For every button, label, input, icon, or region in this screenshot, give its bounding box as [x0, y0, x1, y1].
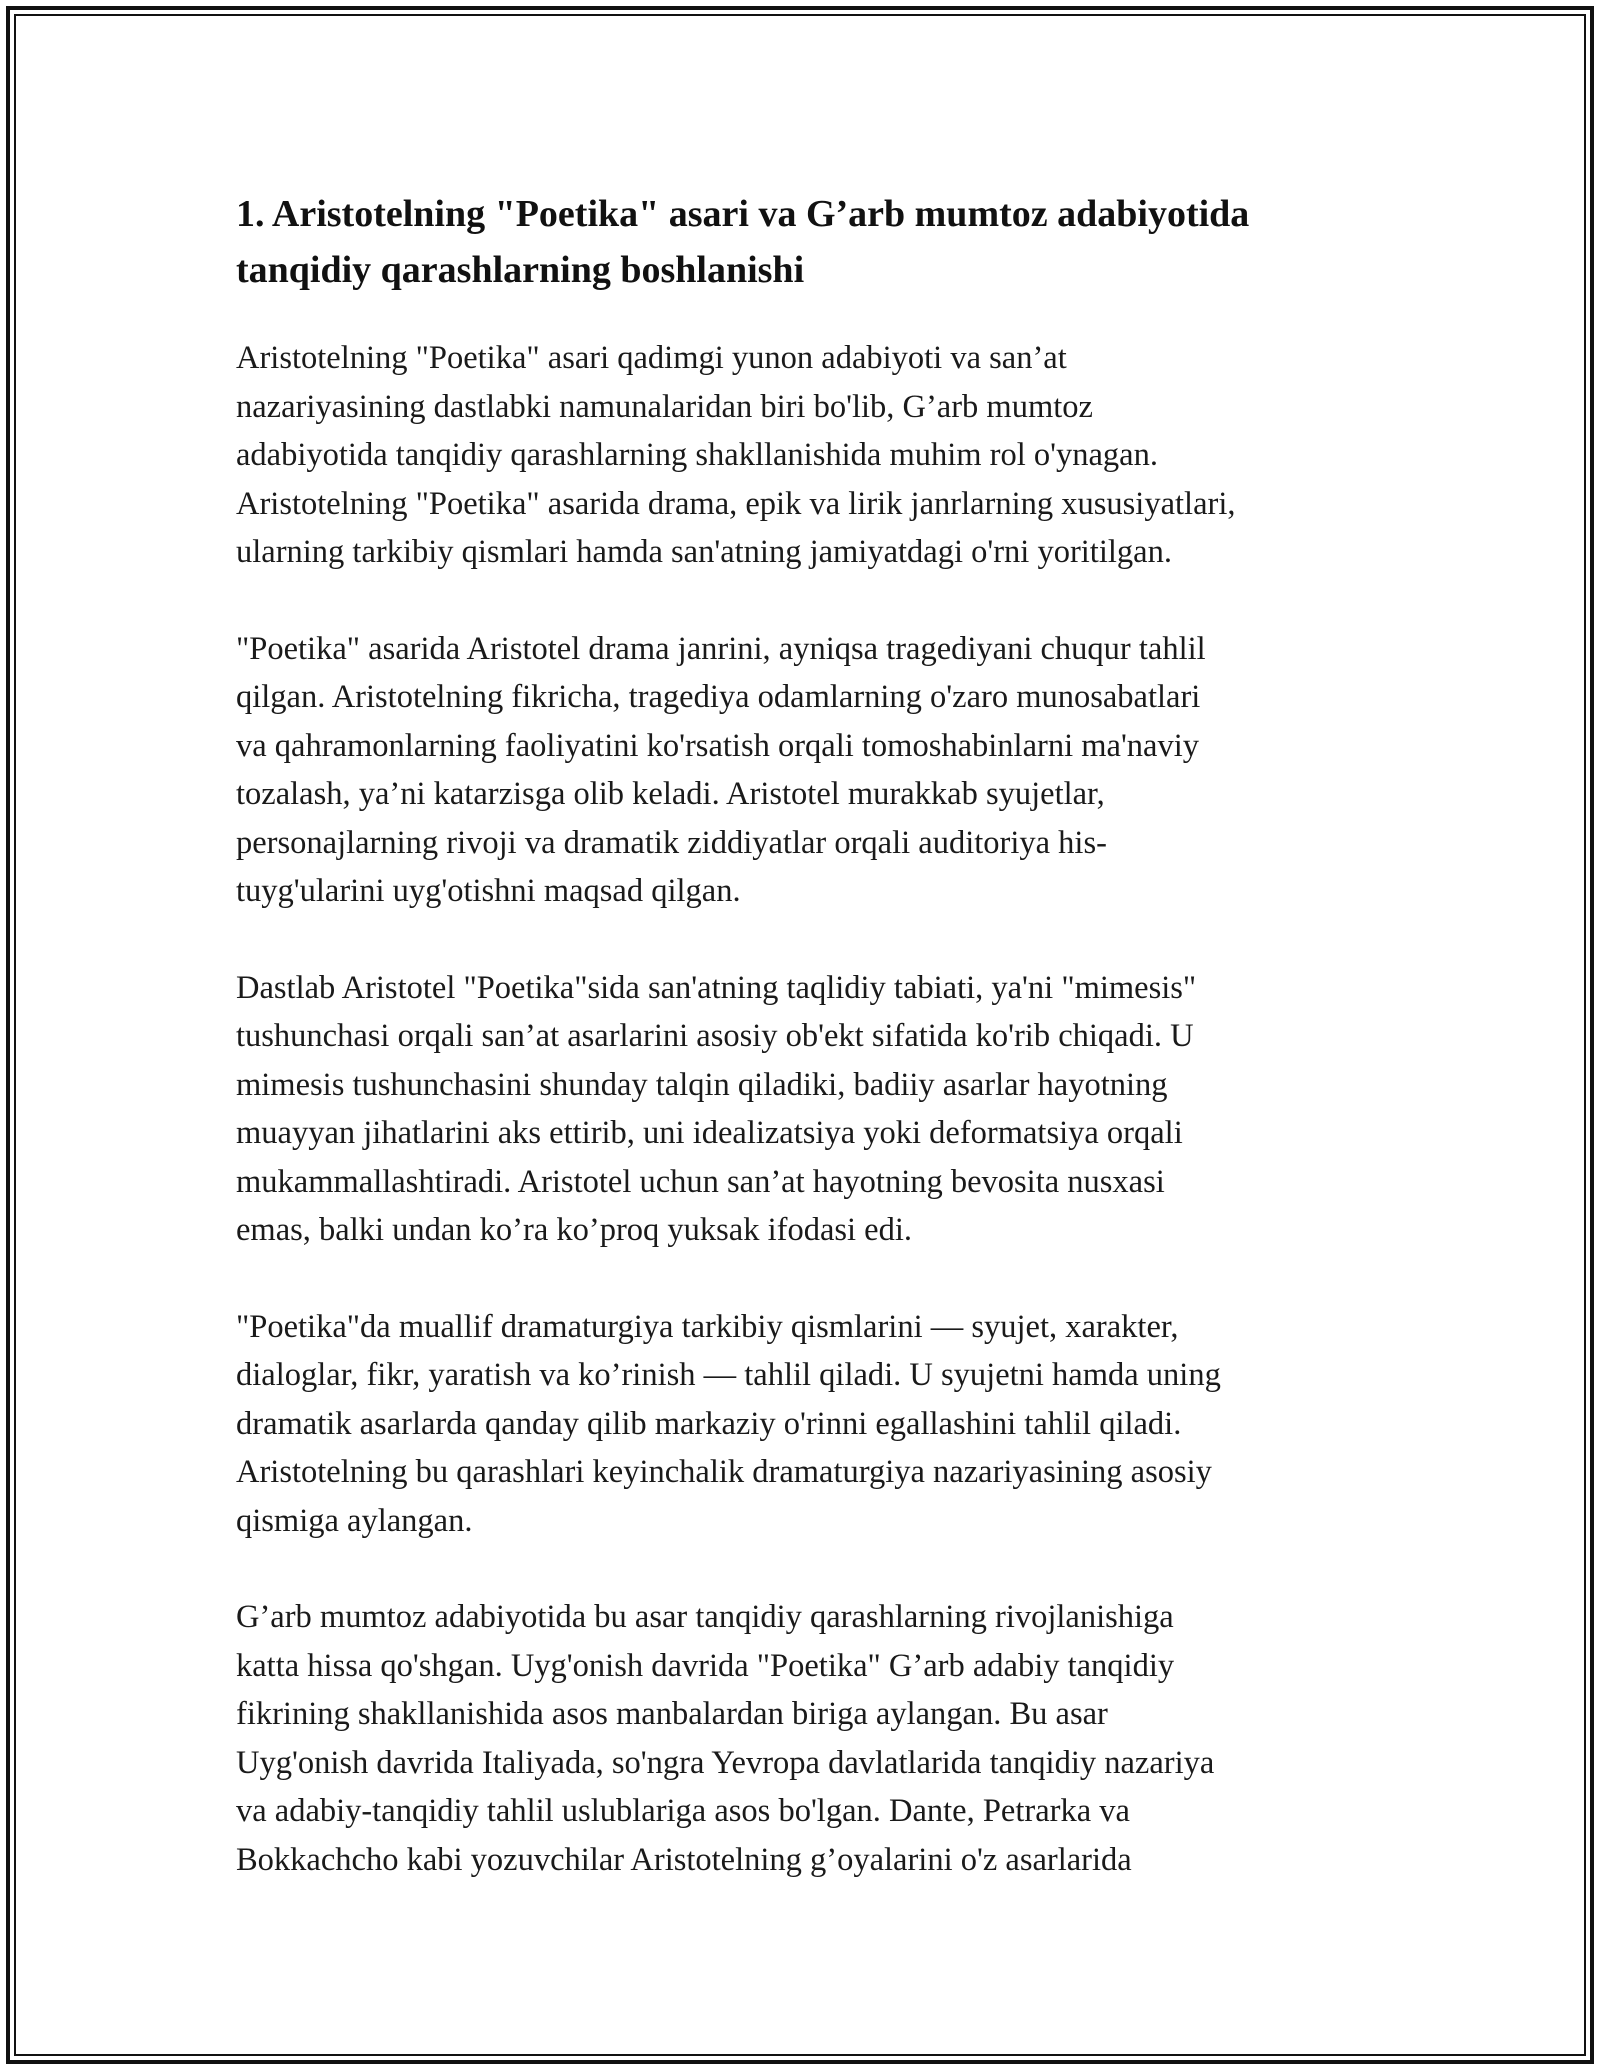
paragraph [236, 964, 1371, 1255]
text-line: katta hissa qo'shgan. Uyg'onish davrida "Poetika" G’arb adabiy tanqidiy [236, 1647, 1175, 1684]
text-line: mimesis tushunchasini shunday talqin qiladiki, badiiy asarlar hayotning [236, 1066, 1168, 1103]
text-line: dramatik asarlarda qanday qilib markaziy o'rinni egallashini tahlil qiladi. [236, 1405, 1182, 1442]
text-line: tuyg'ularini uyg'otishni maqsad qilgan. [236, 873, 741, 909]
text-line: va qahramonlarning faoliyatini ko'rsatish orqali tomoshabinlarni ma'naviy [236, 727, 1200, 764]
text-line: tushunchasi orqali san’at asarlarini asosiy ob'ekt sifatida ko'rib chiqadi. U [236, 1018, 1194, 1054]
text-line: Aristotelning bu qarashlari keyinchalik dramaturgiya nazariyasining asosiy [236, 1454, 1212, 1490]
document-body [236, 186, 1371, 1932]
text-line: G’arb mumtoz adabiyotida bu asar tanqidiy qarashlarning rivojlanishiga [236, 1599, 1174, 1635]
text-line: personajlarning rivoji va dramatik ziddiyatlar orqali auditoriya his- [236, 824, 1107, 861]
text-line: Aristotelning "Poetika" asarida drama, epik va lirik janrlarning xususiyatlari, [236, 485, 1236, 522]
text-line: dialoglar, fikr, yaratish va ko’rinish — tahlil qiladi. U syujetni hamda uning [236, 1357, 1221, 1393]
heading-line: 1. Aristotelning "Poetika" asari va G’arb mumtoz adabiyotida [236, 193, 1250, 235]
text-line: Bokkachcho kabi yozuvchilar Aristotelning g’oyalarini o'z asarlarida [236, 1841, 1132, 1878]
text-line: muayyan jihatlarini aks ettirib, uni idealizatsiya yoki deformatsiya orqali [236, 1115, 1183, 1151]
section-heading [236, 186, 1371, 298]
text-line: Aristotelning "Poetika" asari qadimgi yunon adabiyoti va san’at [236, 340, 1067, 376]
heading-line: tanqidiy qarashlarning boshlanishi [236, 249, 805, 291]
text-line: "Poetika" asarida Aristotel drama janrini, ayniqsa tragediyani chuqur tahlil [236, 630, 1206, 667]
text-line: Uyg'onish davrida Italiyada, so'ngra Yevropa davlatlarida tanqidiy nazariya [236, 1744, 1215, 1781]
text-line: va adabiy-tanqidiy tahlil uslublariga asos bo'lgan. Dante, Petrarka va [236, 1793, 1130, 1829]
text-line: adabiyotida tanqidiy qarashlarning shakllanishida muhim rol o'ynagan. [236, 437, 1158, 473]
text-line: nazariyasining dastlabki namunalaridan biri bo'lib, G’arb mumtoz [236, 388, 1093, 425]
paragraph [236, 1593, 1371, 1884]
text-line: "Poetika"da muallif dramaturgiya tarkibiy qismlarini — syujet, xarakter, [236, 1308, 1179, 1345]
paragraph [236, 334, 1371, 577]
text-line: qismiga aylangan. [236, 1502, 473, 1539]
text-line: tozalash, ya’ni katarzisga olib keladi. Aristotel murakkab syujetlar, [236, 776, 1105, 812]
text-line: ularning tarkibiy qismlari hamda san'atning jamiyatdagi o'rni yoritilgan. [236, 534, 1172, 570]
text-line: emas, balki undan ko’ra ko’proq yuksak ifodasi edi. [236, 1212, 913, 1248]
text-line: Dastlab Aristotel "Poetika"sida san'atning taqlidiy tabiati, ya'ni "mimesis" [236, 969, 1197, 1006]
text-line: mukammallashtiradi. Aristotel uchun san’at hayotning bevosita nusxasi [236, 1163, 1165, 1200]
paragraph [236, 1303, 1371, 1546]
text-line: fikrining shakllanishida asos manbalardan biriga aylangan. Bu asar [236, 1696, 1108, 1732]
paragraph [236, 625, 1371, 916]
text-line: qilgan. Aristotelning fikricha, tragediya odamlarning o'zaro munosabatlari [236, 679, 1201, 715]
